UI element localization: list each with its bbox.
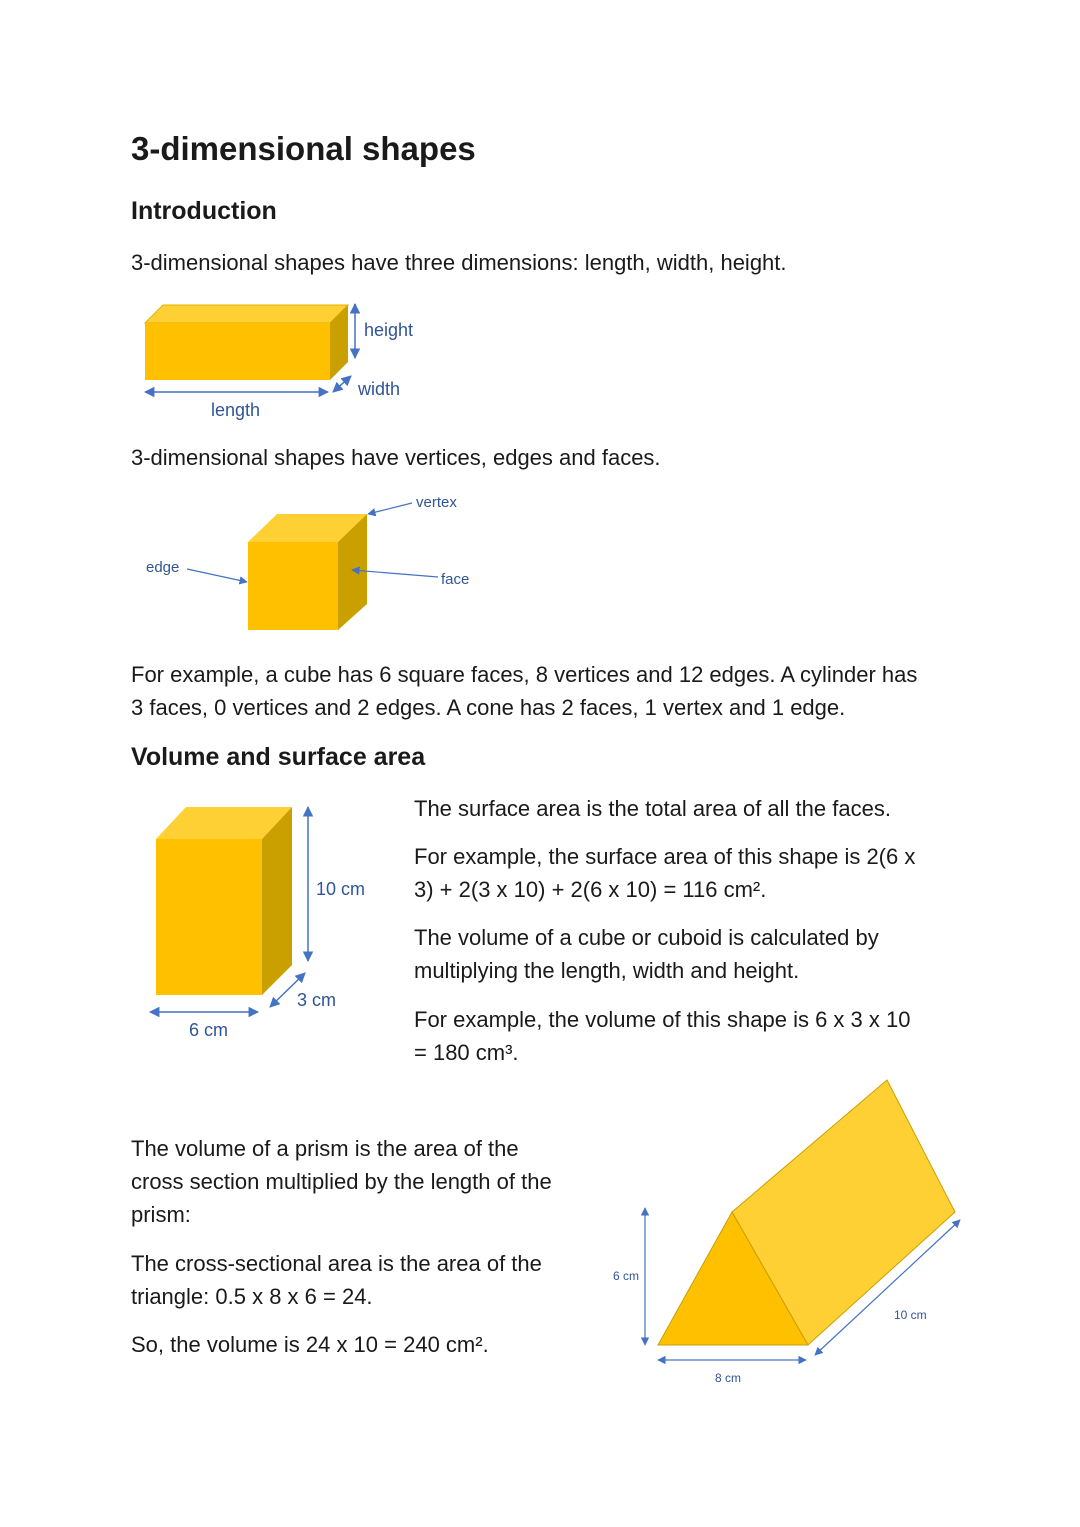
prism-volume-result: So, the volume is 24 x 10 = 240 cm². <box>131 1332 489 1357</box>
intro-example-line-1: For example, a cube has 6 square faces, 8 vertices and 12 edges. A cylinder has <box>131 662 918 687</box>
cube-parts-diagram <box>140 490 480 640</box>
cross-section-line-1: The cross-sectional area is the area of the <box>131 1251 542 1276</box>
cuboid-length-label: 6 cm <box>189 1020 229 1040</box>
face-label: face <box>441 571 470 588</box>
prism-volume-line-3: prism: <box>131 1202 191 1227</box>
prism-volume-line-1: The volume of a prism is the area of the <box>131 1136 519 1161</box>
volume-definition-line-2: multiplying the length, width and height. <box>414 958 800 983</box>
volume-example-line-1: For example, the volume of this shape is 6 x 3 x 10 <box>414 1007 911 1032</box>
height-label: height <box>364 320 414 340</box>
surface-area-definition: The surface area is the total area of all the faces. <box>414 796 891 821</box>
volume-definition-line-1: The volume of a cube or cuboid is calculated by <box>414 925 879 950</box>
vertex-label: vertex <box>416 494 457 511</box>
prism-length-label: 10 cm <box>894 1308 927 1322</box>
cross-section-line-2: triangle: 0.5 x 8 x 6 = 24. <box>131 1284 373 1309</box>
intro-paragraph-dimensions: 3-dimensional shapes have three dimensions: length, width, height. <box>131 250 787 275</box>
introduction-heading: Introduction <box>131 197 277 225</box>
edge-label: edge <box>146 559 180 576</box>
surface-area-example-line-1: For example, the surface area of this shape is 2(6 x <box>414 844 916 869</box>
prism-height-label: 6 cm <box>613 1269 640 1283</box>
intro-paragraph-vertices: 3-dimensional shapes have vertices, edges and faces. <box>131 445 661 470</box>
cuboid-height-label: 10 cm <box>316 879 366 899</box>
intro-example-line-2: 3 faces, 0 vertices and 2 edges. A cone has 2 faces, 1 vertex and 1 edge. <box>131 695 846 720</box>
volume-heading: Volume and surface area <box>131 743 426 771</box>
length-label: length <box>211 400 261 420</box>
width-label: width <box>358 379 401 399</box>
cuboid-width-label: 3 cm <box>297 990 337 1010</box>
prism-base-label: 8 cm <box>715 1371 742 1385</box>
volume-example-line-2: = 180 cm³. <box>414 1040 519 1065</box>
surface-area-example-line-2: 3) + 2(3 x 10) + 2(6 x 10) = 116 cm². <box>414 877 767 902</box>
triangular-prism-diagram <box>600 1070 980 1390</box>
cuboid-measurements-diagram <box>140 795 380 1035</box>
page-title: 3-dimensional shapes <box>131 130 476 167</box>
prism-volume-line-2: cross section multiplied by the length of the <box>131 1169 552 1194</box>
